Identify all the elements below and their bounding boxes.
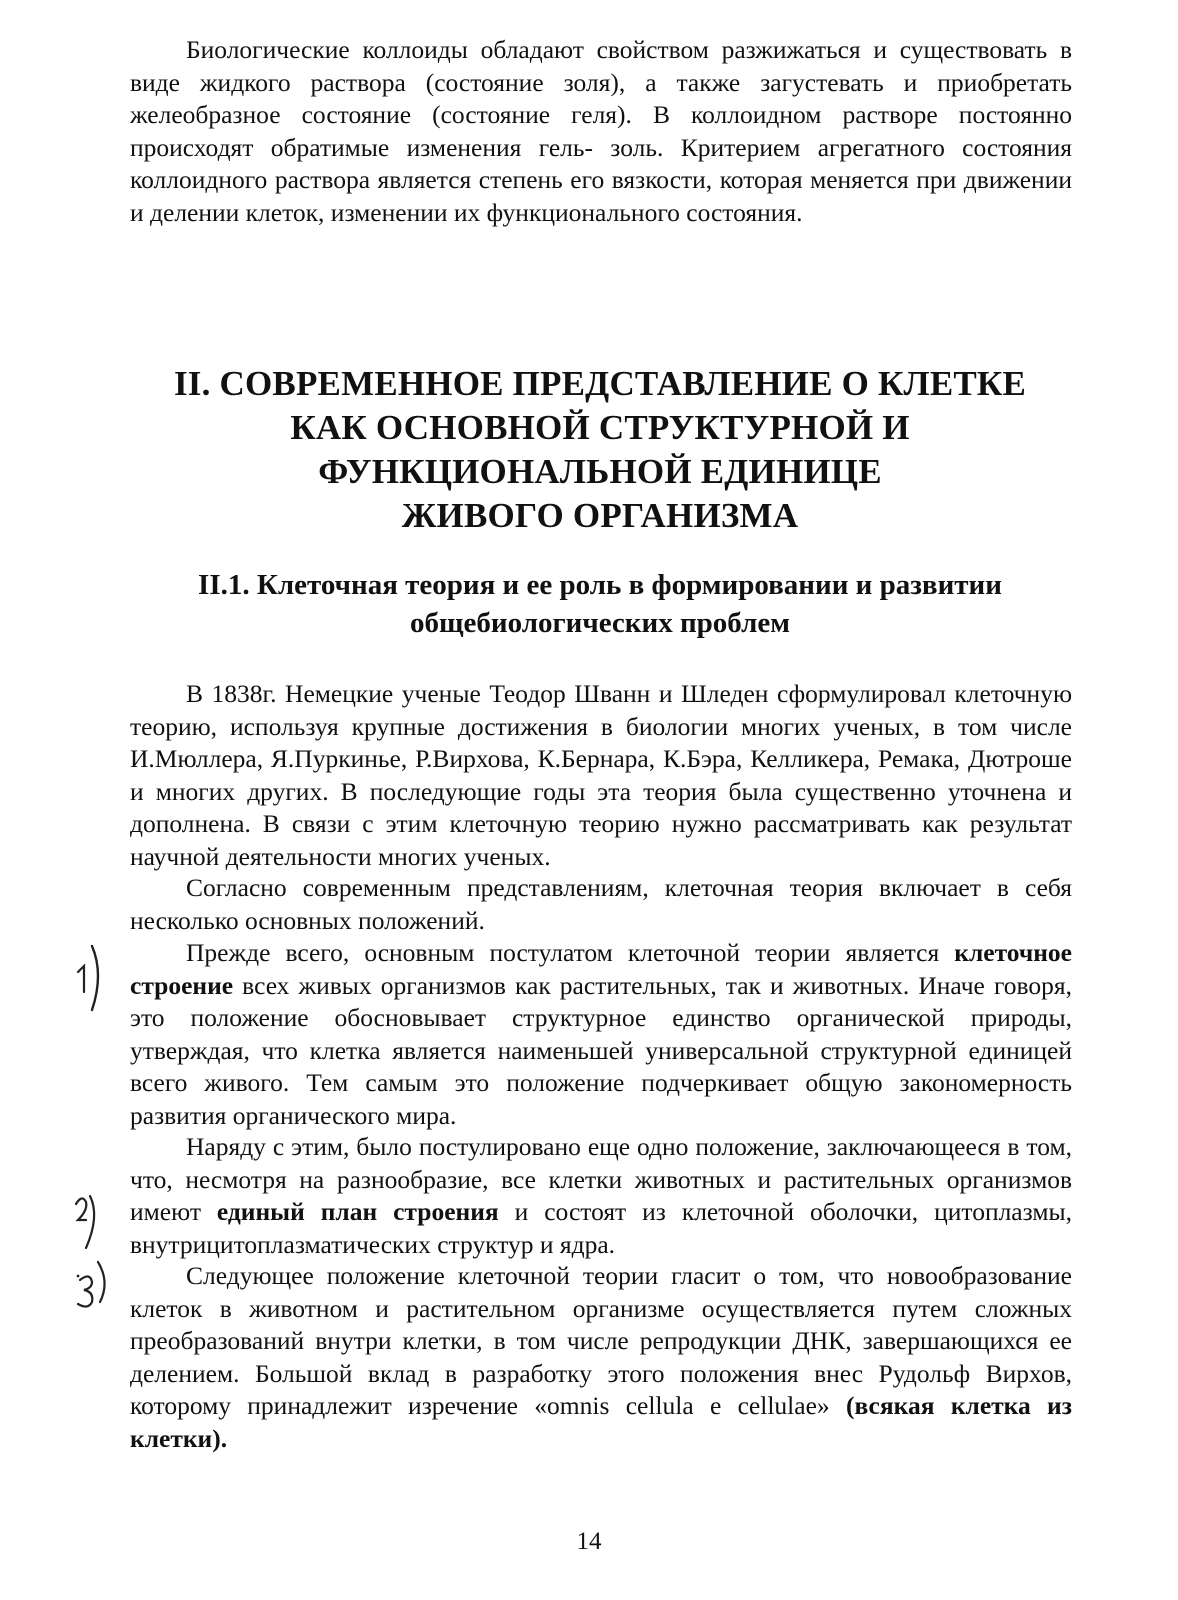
paragraph-text-before: Прежде всего, основным постулатом клеточной теории является: [186, 938, 955, 967]
paragraph-text: В 1838г. Немецкие ученые Теодор Шванн и Шледен сформулировал клеточную теорию, используя крупные достижения в биологии многих ученых, в том числе И.Мюллера, Я.Пуркинье, Р.Вирхова, К.Бернара, К.Бэра, Келликера, Ремака, Дютроше и многих других. В последующие годы эта теория была существенно уточнена и дополнена. В связи с этим клеточную теорию нужно рассматривать как результат научной деятельности многих ученых.: [130, 679, 1072, 871]
section-heading-line-2: общебиологических проблем: [410, 607, 790, 639]
chapter-heading-line-2: КАК ОСНОВНОЙ СТРУКТУРНОЙ И: [290, 408, 910, 447]
emphasis-cell-structure: клеточное строение: [130, 938, 1072, 1000]
paragraph-text: Биологические коллоиды обладают свойством разжижаться и существовать в виде жидкого раствора (состояние золя), а также загустевать и приобретать желеобразное состояние (состояние геля). В коллоидном растворе постоянно происходят обратимые изменения гель- золь. Критерием агрегатного состояния коллоидного раствора является степень его вязкости, которая меняется при движении и делении клеток, изменении их функционального состояния.: [130, 35, 1072, 227]
section-heading: [120, 566, 1080, 642]
handwritten-mark-1-icon: [70, 944, 110, 1014]
handwritten-mark-3-icon: [70, 1258, 116, 1316]
chapter-heading-line-1: II. СОВРЕМЕННОЕ ПРЕДСТАВЛЕНИЕ О КЛЕТКЕ: [173, 364, 1027, 403]
handwritten-mark-2-icon: [70, 1190, 110, 1252]
paragraph-colloids: [130, 34, 1072, 230]
paragraph-modern-views: [130, 872, 1072, 937]
chapter-heading-line-3: ФУНКЦИОНАЛЬНОЙ ЕДИНИЦЕ: [318, 452, 882, 491]
page-number: 14: [576, 1528, 602, 1555]
paragraph-postulate-1: [130, 937, 1072, 1133]
paragraph-text-after: и состоят из клеточной оболочки, цитоплазмы, внутрицитоплазматических структур и ядра.: [130, 1197, 1072, 1259]
paragraph-text: Согласно современным представлениям, клеточная теория включает в себя несколько основных положений.: [130, 873, 1072, 935]
emphasis-single-plan: единый план строения: [216, 1197, 499, 1227]
section-heading-line-1: II.1. Клеточная теория и ее роль в формировании и развитии: [198, 569, 1002, 601]
emphasis-omnis-cellula: (всякая клетка из клетки).: [130, 1391, 1072, 1453]
paragraph-text-after: всех живых организмов как растительных, так и животных. Иначе говоря, это положение обосновывает структурное единство органической природы, утверждая, что клетка является наименьшей универсальной структурной единицей всего живого. Тем самым это положение подчеркивает общую закономерность развития органического мира.: [130, 970, 1072, 1130]
chapter-heading-line-4: ЖИВОГО ОРГАНИЗМА: [401, 496, 799, 535]
paragraph-postulate-3: [130, 1260, 1072, 1456]
paragraph-history: [130, 678, 1072, 874]
paragraph-text-before: Наряду с этим, было постулировано еще одно положение, заключающееся в том, что, несмотря на разнообразие, все клетки животных и растительных организмов имеют: [130, 1132, 1072, 1227]
paragraph-text-before: Следующее положение клеточной теории гласит о том, что новообразование клеток в животном и растительном организме осуществляется путем сложных преобразований внутри клетки, в том числе репродукции ДНК, завершающихся ее делением. Большой вклад в разработку этого положения внес Рудольф Вирхов, которому принадлежит изречение «omnis cellula е cellulae»: [130, 1261, 1072, 1421]
paragraph-postulate-2: [130, 1131, 1072, 1261]
chapter-heading: [100, 362, 1100, 538]
